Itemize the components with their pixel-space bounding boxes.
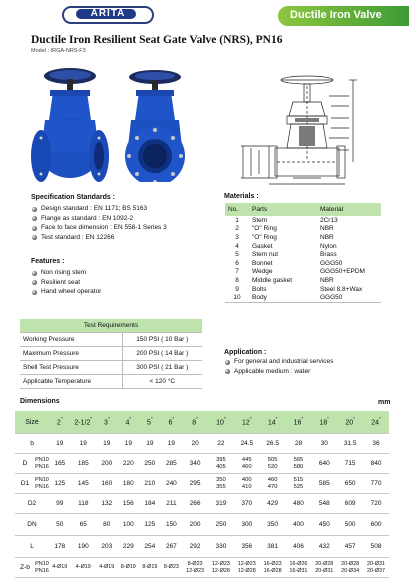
size-header: 6″ — [161, 411, 183, 434]
list-item: Test standard : EN 12266 — [31, 233, 167, 243]
cell: Stem nut — [252, 251, 279, 259]
table-row — [225, 250, 381, 259]
cell: 840 — [363, 454, 389, 474]
cell: 10 — [225, 293, 249, 302]
cell: 8-Ø19 — [118, 558, 140, 578]
cell: 178 — [49, 536, 71, 558]
table-row — [225, 216, 381, 225]
cell: GGG50 — [317, 293, 381, 302]
cell: 65 — [71, 514, 97, 536]
cell: 211 — [161, 494, 183, 514]
cell: Bonnet — [252, 259, 273, 267]
cell: 118 — [71, 494, 97, 514]
cell: 180 — [118, 474, 140, 494]
valve-photo-front — [23, 60, 111, 182]
cell: Brass — [320, 251, 337, 259]
cell: Steel 8.8+Wax — [320, 285, 363, 293]
cell: 20-Ø31 20-Ø37 — [363, 558, 389, 578]
cell: 30 — [311, 434, 337, 454]
brand-logo — [62, 6, 154, 24]
size-label: Size — [15, 411, 49, 434]
dimensions-unit: mm — [378, 399, 391, 406]
cell: 200 — [96, 454, 118, 474]
cell: 20-Ø28 20-Ø31 — [311, 558, 337, 578]
cell: 80 — [96, 514, 118, 536]
cell: 350 355 — [208, 474, 234, 494]
cell: 22 — [208, 434, 234, 454]
cell: Body — [249, 293, 317, 302]
cell: 145 — [71, 474, 97, 494]
cell: 203 — [96, 536, 118, 558]
cell: 450 — [311, 514, 337, 536]
dimensions-heading: Dimensions — [20, 398, 60, 405]
cell: Nylon — [320, 242, 337, 250]
pn-labels — [35, 474, 49, 494]
cell: 600 — [363, 514, 389, 536]
cell: 200 PSI ( 14 Bar ) — [122, 347, 202, 361]
row-label: L — [15, 536, 49, 558]
cell: 2Cr13 — [320, 216, 338, 224]
cell: 50 — [49, 514, 71, 536]
cell: 31.5 — [337, 434, 363, 454]
cell: 400 — [286, 514, 312, 536]
cell: 406 — [286, 536, 312, 558]
cell: 132 — [96, 494, 118, 514]
cell: 16-Ø23 16-Ø28 — [260, 558, 286, 578]
cell: 185 — [71, 454, 97, 474]
cell: 125 — [139, 514, 161, 536]
cell: 165 — [49, 454, 71, 474]
cell: 650 — [337, 474, 363, 494]
size-header: 18″ — [311, 411, 337, 434]
cell: 19 — [139, 434, 161, 454]
cell: 432 — [311, 536, 337, 558]
cell: 19 — [161, 434, 183, 454]
brand-name: ARITA — [90, 8, 126, 19]
spec-standards-heading: Specification Standards : — [31, 194, 116, 201]
list-item: Applicable medium : water — [224, 367, 333, 377]
cell: 229 — [118, 536, 140, 558]
table-row — [225, 259, 381, 268]
cell: 19 — [118, 434, 140, 454]
pn-labels — [35, 558, 49, 578]
cell: 4-Ø19 — [71, 558, 97, 578]
cell: 8-Ø23 12-Ø23 — [182, 558, 208, 578]
row-label: Z-b — [15, 558, 35, 578]
column-header: Parts — [249, 203, 317, 216]
cell: 8-Ø23 — [161, 558, 183, 578]
cell: 266 — [182, 494, 208, 514]
table-row — [20, 361, 202, 375]
list-item: Resilient seat — [31, 278, 101, 288]
cell: 4 — [235, 242, 239, 250]
row-label: D2 — [15, 494, 49, 514]
table-row — [225, 233, 381, 242]
cell: Shell Test Pressure — [20, 361, 122, 375]
features-heading: Features : — [31, 258, 65, 265]
cell: 400 410 — [234, 474, 260, 494]
cell: GGG50 — [320, 259, 343, 267]
pn16-label: PN16 — [35, 567, 49, 574]
list-item: For general and industrial services — [224, 357, 333, 367]
table-row — [20, 375, 202, 389]
spec-standards-list — [31, 204, 167, 242]
cell: 190 — [71, 536, 97, 558]
cell: Stem — [252, 216, 268, 224]
cell: 250 — [208, 514, 234, 536]
list-item: Hand wheel operator — [31, 287, 101, 297]
cell: 3 — [235, 233, 239, 241]
list-item: Face to face dimension : EN 558-1 Series 3 — [31, 223, 167, 233]
cell: 8 — [235, 276, 239, 284]
cell: 9 — [235, 285, 239, 293]
row-label: D1 — [15, 474, 35, 494]
cell: 480 — [286, 494, 312, 514]
table-row — [225, 285, 381, 294]
row-label: b — [15, 434, 49, 454]
size-header: 4″ — [118, 411, 140, 434]
cell: 125 — [49, 474, 71, 494]
table-row — [225, 293, 381, 302]
cell: Working Pressure — [20, 333, 122, 347]
cell: 250 — [139, 454, 161, 474]
pn-labels — [35, 454, 49, 474]
cell: Bolts — [252, 285, 267, 293]
cell: 720 — [363, 494, 389, 514]
pn16-label: PN16 — [35, 483, 49, 490]
cell: 640 — [311, 454, 337, 474]
cell: 12-Ø23 12-Ø28 — [208, 558, 234, 578]
cell: 715 — [337, 454, 363, 474]
cell: 457 — [337, 536, 363, 558]
application-heading: Application : — [224, 349, 267, 356]
cell: Maximum Pressure — [20, 347, 122, 361]
cell: 565 580 — [286, 454, 312, 474]
list-item: Flange as standard : EN 1092-2 — [31, 214, 167, 224]
pn10-label: PN10 — [35, 477, 49, 483]
banner-label: Ductile Iron Valve — [290, 9, 382, 21]
materials-table — [225, 203, 381, 303]
valve-technical-drawing — [233, 66, 371, 186]
cell: 5 — [235, 251, 239, 259]
cell: NBR — [320, 225, 334, 233]
row-label: DN — [15, 514, 49, 536]
cell: 19 — [96, 434, 118, 454]
materials-heading: Materials : — [224, 193, 259, 200]
cell: 548 — [311, 494, 337, 514]
cell: Wedge — [252, 268, 273, 276]
dimensions-table — [15, 411, 389, 578]
page-title: Ductile Iron Resilient Seat Gate Valve (NRS), PN16 — [31, 34, 283, 46]
cell: 267 — [161, 536, 183, 558]
cell: 150 — [161, 514, 183, 536]
cell: NBR — [320, 276, 334, 284]
size-header: 14″ — [260, 411, 286, 434]
cell: 184 — [139, 494, 161, 514]
cell: 8-Ø19 — [139, 558, 161, 578]
list-item: Non rising stem — [31, 268, 101, 278]
table-row — [225, 225, 381, 234]
cell: 254 — [139, 536, 161, 558]
cell: 100 — [118, 514, 140, 536]
cell: 381 — [260, 536, 286, 558]
cell: 12-Ø23 12-Ø28 — [234, 558, 260, 578]
cell: 20-Ø28 20-Ø34 — [337, 558, 363, 578]
pn10-label: PN10 — [35, 561, 49, 567]
cell: 220 — [118, 454, 140, 474]
cell: 356 — [234, 536, 260, 558]
cell: 4-Ø19 — [96, 558, 118, 578]
cell: 1 — [235, 216, 239, 224]
cell: 36 — [363, 434, 389, 454]
pn16-label: PN16 — [35, 463, 49, 470]
cell: 6 — [235, 259, 239, 267]
cell: NBR — [320, 233, 334, 241]
test-requirements-heading: Test Requirements — [20, 319, 202, 333]
cell: 300 PSI ( 21 Bar ) — [122, 361, 202, 375]
table-row — [20, 333, 202, 347]
cell: 429 — [260, 494, 286, 514]
size-header: 12″ — [234, 411, 260, 434]
cell: Middle gasket — [252, 276, 293, 284]
cell: 16-Ø26 16-Ø31 — [286, 558, 312, 578]
cell: 350 — [260, 514, 286, 536]
model-number: Model : IRGA-NRS-F3 — [31, 48, 86, 54]
cell: 500 — [337, 514, 363, 536]
list-item: Design standard : EN 1171; BS 5163 — [31, 204, 167, 214]
size-header: 16″ — [286, 411, 312, 434]
cell: 99 — [49, 494, 71, 514]
features-list — [31, 268, 101, 297]
cell: Applicable Temperature — [20, 375, 122, 389]
cell: 160 — [96, 474, 118, 494]
cell: 200 — [182, 514, 208, 536]
column-header: No. — [225, 203, 249, 216]
cell: 370 — [234, 494, 260, 514]
size-header: 20″ — [337, 411, 363, 434]
test-requirements-table — [20, 319, 202, 389]
cell: 515 525 — [286, 474, 312, 494]
row-label: D — [15, 454, 35, 474]
cell: 19 — [71, 434, 97, 454]
cell: 505 520 — [260, 454, 286, 474]
table-row — [225, 276, 381, 285]
cell: 28 — [286, 434, 312, 454]
cell: 19 — [49, 434, 71, 454]
cell: 24.5 — [234, 434, 260, 454]
cell: 770 — [363, 474, 389, 494]
cell: 585 — [311, 474, 337, 494]
cell: 285 — [161, 454, 183, 474]
column-header: Material — [317, 203, 381, 216]
size-header: 3″ — [96, 411, 118, 434]
cell: 609 — [337, 494, 363, 514]
cell: 156 — [118, 494, 140, 514]
cell: 292 — [182, 536, 208, 558]
table-row — [20, 347, 202, 361]
cell: 7 — [235, 268, 239, 276]
cell: 210 — [139, 474, 161, 494]
table-row — [225, 268, 381, 277]
cell: GGG50+EPDM — [320, 268, 365, 276]
cell: 150 PSI ( 10 Bar ) — [122, 333, 202, 347]
cell: 4-Ø19 — [49, 558, 71, 578]
cell: 445 460 — [234, 454, 260, 474]
cell: 319 — [208, 494, 234, 514]
cell: 395 405 — [208, 454, 234, 474]
cell: 2 — [235, 225, 239, 233]
application-list — [224, 357, 333, 376]
size-header: 5″ — [139, 411, 161, 434]
product-category-banner — [278, 6, 409, 26]
cell: 330 — [208, 536, 234, 558]
cell: Gasket — [252, 242, 273, 250]
size-header: 10″ — [208, 411, 234, 434]
cell: 240 — [161, 474, 183, 494]
cell: "O" Ring — [252, 225, 277, 233]
size-header: 2-1/2″ — [71, 411, 97, 434]
cell: 340 — [182, 454, 208, 474]
cell: 295 — [182, 474, 208, 494]
cell: 508 — [363, 536, 389, 558]
cell: 460 470 — [260, 474, 286, 494]
cell: "O" Ring — [252, 233, 277, 241]
cell: < 120 °C — [122, 375, 202, 389]
table-row — [225, 242, 381, 251]
valve-photo-side — [113, 64, 197, 182]
cell: 26.5 — [260, 434, 286, 454]
size-header: 2″ — [49, 411, 71, 434]
size-header: 24″ — [363, 411, 389, 434]
cell: 20 — [182, 434, 208, 454]
size-header: 8″ — [182, 411, 208, 434]
cell: 300 — [234, 514, 260, 536]
pn10-label: PN10 — [35, 457, 49, 463]
